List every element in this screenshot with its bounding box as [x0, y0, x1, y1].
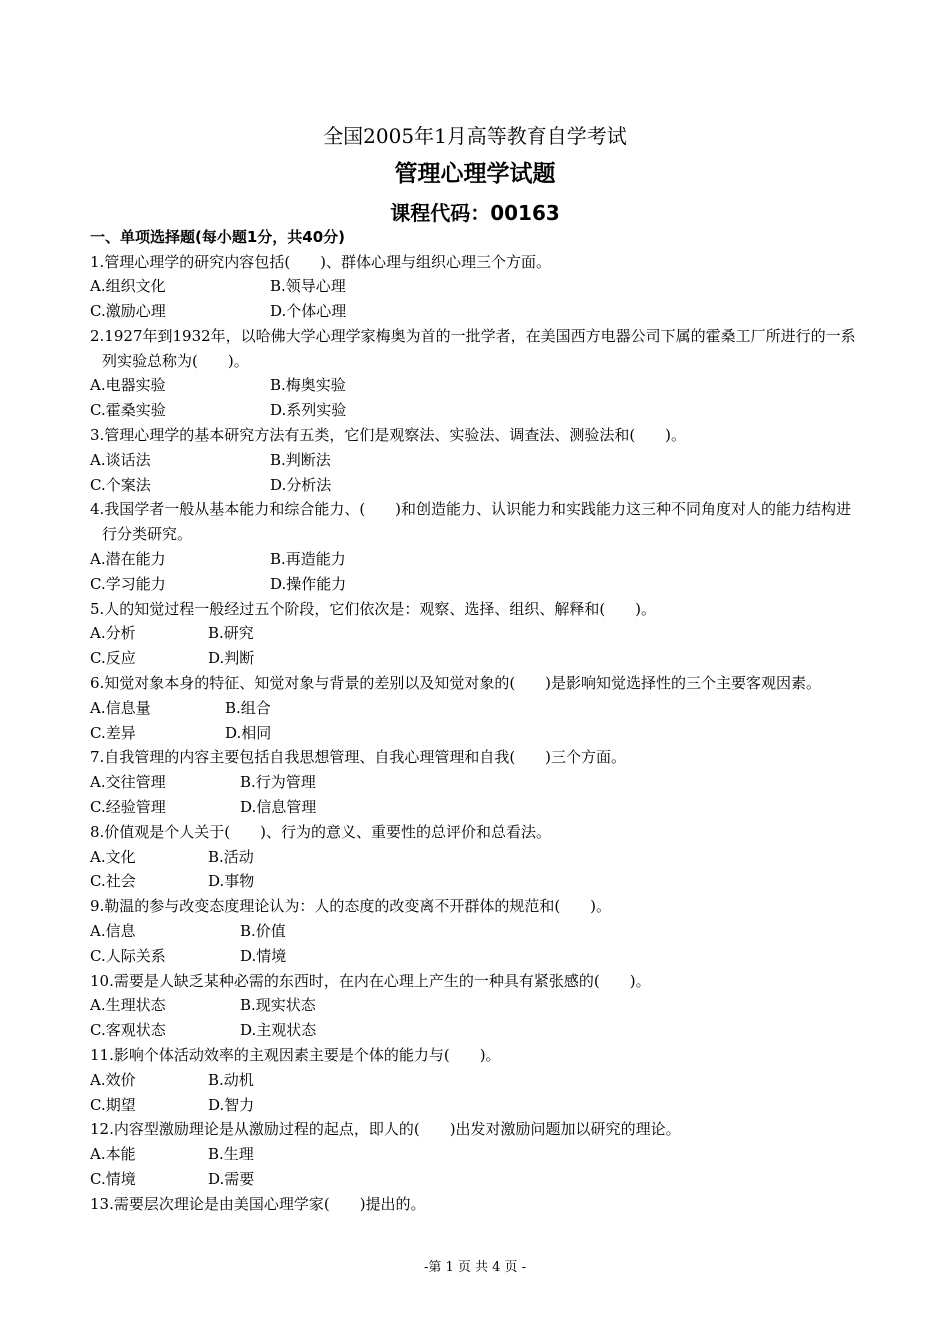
option-row: [90, 795, 865, 820]
option-c: C.霍桑实验: [90, 401, 166, 420]
option-d: D.情境: [240, 946, 287, 965]
question-text: 13.需要层次理论是由美国心理学家( )提出的。: [90, 1194, 426, 1213]
option-row: [90, 572, 865, 597]
option-a: A.文化: [90, 847, 136, 866]
option-c: C.客观状态: [90, 1021, 166, 1040]
option-c: C.个案法: [90, 475, 151, 494]
option-b: B.梅奥实验: [270, 376, 346, 395]
option-a: A.分析: [90, 624, 136, 643]
option-c: C.学习能力: [90, 574, 166, 593]
option-d: D.个体心理: [270, 302, 347, 321]
option-a: A.潜在能力: [90, 550, 166, 569]
option-row: [90, 1167, 865, 1192]
option-a: A.交往管理: [90, 773, 166, 792]
option-c: C.经验管理: [90, 798, 166, 817]
question-text: 10.需要是人缺乏某种必需的东西时，在内在心理上产生的一种具有紧张感的( )。: [90, 971, 651, 990]
question-text: 12.内容型激励理论是从激励过程的起点，即人的( )出发对激励问题加以研究的理论。: [90, 1120, 681, 1139]
option-a: A.电器实验: [90, 376, 166, 395]
option-b: B.判断法: [270, 450, 331, 469]
question-list: [90, 250, 865, 1217]
option-c: C.差异: [90, 723, 136, 742]
option-b: B.价值: [240, 922, 286, 941]
option-b: B.组合: [225, 698, 271, 717]
option-row: [90, 721, 865, 746]
option-row: [90, 1018, 865, 1043]
exam-header: [0, 118, 950, 232]
option-b: B.活动: [208, 847, 254, 866]
option-a: A.生理状态: [90, 996, 166, 1015]
question-text: 2.1927年到1932年，以哈佛大学心理学家梅奥为首的一批学者，在美国西方电器公司下属的霍桑工厂所进行的一系列实验总称为( )。: [90, 326, 856, 370]
option-d: D.事物: [208, 872, 255, 891]
option-row: [90, 274, 865, 299]
option-b: B.行为管理: [240, 773, 316, 792]
option-d: D.需要: [208, 1169, 255, 1188]
option-c: C.情境: [90, 1169, 136, 1188]
option-d: D.操作能力: [270, 574, 347, 593]
section-title: 一、单项选择题(每小题1分，共40分): [90, 228, 346, 246]
option-b: B.生理: [208, 1145, 254, 1164]
option-row: [90, 869, 865, 894]
option-c: C.激励心理: [90, 302, 166, 321]
subject-title: 管理心理学试题: [394, 161, 556, 187]
option-d: D.分析法: [270, 475, 332, 494]
option-d: D.信息管理: [240, 798, 317, 817]
question-text: 4.我国学者一般从基本能力和综合能力、( )和创造能力、认识能力和实践能力这三种不同角度对人的能力结构进行分类研究。: [90, 500, 852, 544]
page-footer: -第 1 页 共 4 页 -: [423, 1260, 527, 1275]
question-text: 7.自我管理的内容主要包括自我思想管理、自我心理管理和自我( )三个方面。: [90, 748, 627, 767]
option-d: D.主观状态: [240, 1021, 317, 1040]
option-b: B.动机: [208, 1070, 254, 1089]
question-text: 5.人的知觉过程一般经过五个阶段，它们依次是：观察、选择、组织、解释和( )。: [90, 599, 657, 618]
option-b: B.再造能力: [270, 550, 346, 569]
option-a: A.效价: [90, 1070, 136, 1089]
option-row: [90, 919, 865, 944]
option-a: A.组织文化: [90, 277, 166, 296]
option-row: [90, 696, 865, 721]
option-d: D.相同: [225, 723, 272, 742]
exam-title: 全国2005年1月高等教育自学考试: [323, 124, 627, 148]
option-a: A.信息量: [90, 698, 151, 717]
option-row: [90, 993, 865, 1018]
question-text: 9.勒温的参与改变态度理论认为：人的态度的改变离不开群体的规范和( )。: [90, 897, 612, 916]
option-row: [90, 473, 865, 498]
question-text: 8.价值观是个人关于( )、行为的意义、重要性的总评价和总看法。: [90, 822, 552, 841]
option-b: B.领导心理: [270, 277, 346, 296]
option-row: [90, 646, 865, 671]
option-row: [90, 373, 865, 398]
option-row: [90, 547, 865, 572]
option-a: A.本能: [90, 1145, 136, 1164]
question-text: 3.管理心理学的基本研究方法有五类，它们是观察法、实验法、调查法、测验法和( )。: [90, 426, 687, 445]
option-row: [90, 770, 865, 795]
course-code: 课程代码：00163: [390, 201, 560, 225]
question-text: 1.管理心理学的研究内容包括( )、群体心理与组织心理三个方面。: [90, 252, 552, 271]
option-c: C.人际关系: [90, 946, 166, 965]
option-d: D.智力: [208, 1095, 255, 1114]
option-row: [90, 1142, 865, 1167]
option-row: [90, 1068, 865, 1093]
option-a: A.信息: [90, 922, 136, 941]
question-text: 6.知觉对象本身的特征、知觉对象与背景的差别以及知觉对象的( )是影响知觉选择性的三个主要客观因素。: [90, 674, 822, 693]
option-b: B.现实状态: [240, 996, 316, 1015]
option-b: B.研究: [208, 624, 254, 643]
option-row: [90, 299, 865, 324]
option-row: [90, 621, 865, 646]
option-a: A.谈话法: [90, 450, 151, 469]
option-row: [90, 944, 865, 969]
option-c: C.社会: [90, 872, 136, 891]
option-c: C.反应: [90, 649, 136, 668]
option-d: D.系列实验: [270, 401, 347, 420]
option-row: [90, 398, 865, 423]
option-d: D.判断: [208, 649, 255, 668]
option-c: C.期望: [90, 1095, 136, 1114]
option-row: [90, 1093, 865, 1118]
option-row: [90, 448, 865, 473]
exam-content: [90, 225, 865, 1217]
option-row: [90, 845, 865, 870]
question-text: 11.影响个体活动效率的主观因素主要是个体的能力与( )。: [90, 1046, 501, 1064]
